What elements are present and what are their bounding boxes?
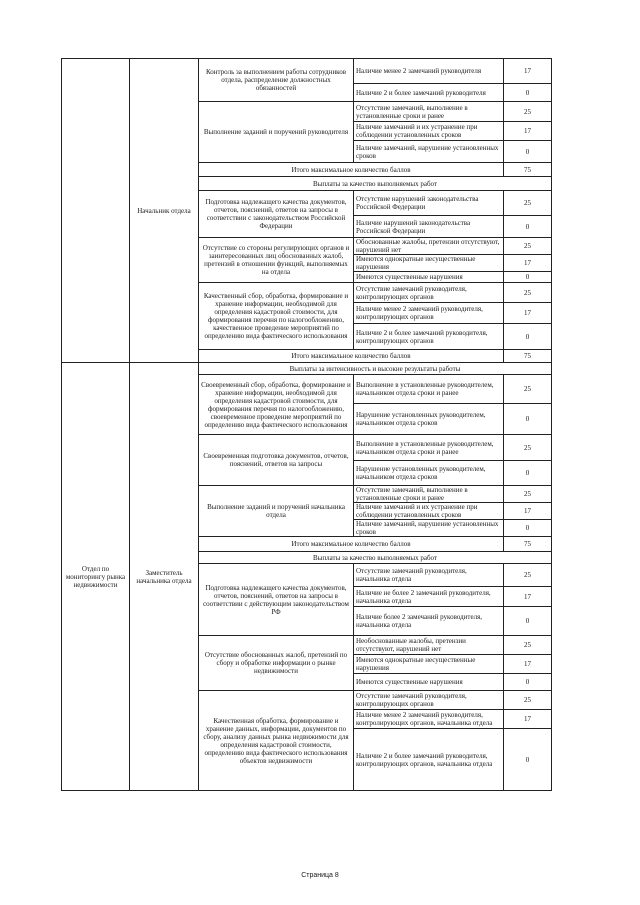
- points-cell: 17: [504, 122, 552, 141]
- criterion-cell: Отсутствие замечаний, выполнение в установленные сроки и ранее: [354, 102, 504, 122]
- criterion-cell: Нарушение установленных руководителем, начальником отдела сроков: [354, 404, 504, 435]
- points-cell: 25: [504, 691, 552, 710]
- indicator-cell: Качественный сбор, обработка, формирование и хранение информации, необходимой для определения кадастровой стоимости, для формирования перечня по налогообложению, качественное проведение мероприятий по определению вида фактического использования: [199, 283, 354, 350]
- total-points: 75: [504, 163, 552, 177]
- criterion-cell: Необоснованные жалобы, претензии отсутствуют, нарушений нет: [354, 636, 504, 655]
- indicator-cell: Подготовка надлежащего качества документов, отчетов, пояснений, ответов на запросы в соответствии с законодательством Российской Федерации: [199, 191, 354, 238]
- indicator-cell: Подготовка надлежащего качества документов, отчетов, пояснений, ответов на запросы в соответствии с действующим законодательством РФ: [199, 564, 354, 636]
- points-cell: 17: [504, 710, 552, 729]
- points-cell: 17: [504, 255, 552, 272]
- criterion-cell: Наличие менее 2 замечаний руководителя, контролирующих органов: [354, 303, 504, 324]
- criterion-cell: Отсутствие замечаний руководителя, контролирующих органов: [354, 283, 504, 303]
- criterion-cell: Выполнение в установленные руководителем, начальником отдела сроки и ранее: [354, 375, 504, 404]
- points-cell: 17: [504, 303, 552, 324]
- criterion-cell: Наличие замечаний и их устранение при соблюдении установленных сроков: [354, 503, 504, 520]
- criteria-table: [61, 58, 552, 791]
- criterion-cell: Наличие замечаний и их устранение при соблюдении установленных сроков: [354, 122, 504, 141]
- points-cell: 0: [504, 674, 552, 691]
- criterion-cell: Наличие не более 2 замечаний руководителя, начальника отдела: [354, 587, 504, 607]
- total-points: 75: [504, 350, 552, 363]
- criterion-cell: Отсутствие нарушений законодательства Российской Федерации: [354, 191, 504, 216]
- section-header: Выплаты за качество выполняемых работ: [199, 552, 552, 564]
- section-row: [62, 363, 552, 375]
- indicator-cell: Отсутствие обоснованных жалоб, претензий по сбору и обработке информации о рынке недвижимости: [199, 636, 354, 691]
- criterion-cell: Наличие 2 и более замечаний руководителя, контролирующих органов, начальника отдела: [354, 729, 504, 791]
- indicator-cell: Выполнение заданий и поручений начальника отдела: [199, 486, 354, 537]
- section-header: Выплаты за качество выполняемых работ: [199, 177, 552, 191]
- indicator-cell: Качественная обработка, формирование и хранение данных, информации, документов по сбору, анализу данных рынка недвижимости для определения кадастровой стоимости, определению вида фактического использования объектов недвижимости: [199, 691, 354, 791]
- section-header: Выплаты за интенсивность и высокие результаты работы: [199, 363, 552, 375]
- criterion-cell: Нарушение установленных руководителем, начальником отдела сроков: [354, 461, 504, 486]
- criterion-cell: Имеются существенные нарушения: [354, 272, 504, 283]
- criterion-cell: Отсутствие замечаний, выполнение в установленные сроки и ранее: [354, 486, 504, 503]
- position-cell: Начальник отдела: [130, 59, 199, 363]
- criterion-cell: Наличие менее 2 замечаний руководителя: [354, 59, 504, 84]
- criterion-cell: Имеются однократные несущественные нарушения: [354, 255, 504, 272]
- total-points: 75: [504, 537, 552, 552]
- total-label: Итого максимальное количество баллов: [199, 537, 504, 552]
- points-cell: 0: [504, 729, 552, 791]
- points-cell: 0: [504, 272, 552, 283]
- department-cell: Отдел по мониторингу рынка недвижимости: [62, 363, 130, 791]
- indicator-cell: Отсутствие со стороны регулирующих органов и заинтересованных лиц обоснованных жалоб, претензий в отношении функций, выполняемых на отдела: [199, 238, 354, 283]
- total-label: Итого максимальное количество баллов: [199, 350, 504, 363]
- criterion-cell: Обоснованные жалобы, претензии отсутствуют, нарушений нет: [354, 238, 504, 255]
- points-cell: 25: [504, 191, 552, 216]
- indicator-cell: Контроль за выполнением работы сотрудников отдела, распределение должностных обязанностей: [199, 59, 354, 102]
- points-cell: 0: [504, 324, 552, 350]
- points-cell: 0: [504, 404, 552, 435]
- criterion-cell: Наличие более 2 замечаний руководителя, начальника отдела: [354, 607, 504, 636]
- indicator-cell: Своевременный сбор, обработка, формирование и хранение информации, необходимой для определения кадастровой стоимости, для формирования перечня по налогообложению, своевременное проведение мероприятий по определению вида фактического использования: [199, 375, 354, 435]
- criterion-cell: Выполнение в установленные руководителем, начальником отдела сроки и ранее: [354, 435, 504, 461]
- criterion-cell: Отсутствие замечаний руководителя, начальника отдела: [354, 564, 504, 587]
- points-cell: 25: [504, 375, 552, 404]
- criterion-cell: Наличие замечаний, нарушение установленных сроков: [354, 141, 504, 163]
- points-cell: 17: [504, 59, 552, 84]
- criterion-cell: Отсутствие замечаний руководителя, контролирующих органов: [354, 691, 504, 710]
- criterion-cell: Наличие 2 и более замечаний руководителя, контролирующих органов: [354, 324, 504, 350]
- criterion-cell: Наличие замечаний, нарушение установленных сроков: [354, 520, 504, 537]
- points-cell: 0: [504, 461, 552, 486]
- criterion-cell: Имеются однократные несущественные нарушения: [354, 655, 504, 674]
- points-cell: 25: [504, 435, 552, 461]
- criterion-cell: Наличие 2 и более замечаний руководителя: [354, 84, 504, 102]
- points-cell: 0: [504, 141, 552, 163]
- criterion-cell: Имеются существенные нарушения: [354, 674, 504, 691]
- department-cell: [62, 59, 130, 363]
- points-cell: 17: [504, 655, 552, 674]
- indicator-cell: Своевременная подготовка документов, отчетов, пояснений, ответов на запросы: [199, 435, 354, 486]
- table-row: [62, 59, 552, 84]
- points-cell: 25: [504, 564, 552, 587]
- points-cell: 25: [504, 238, 552, 255]
- points-cell: 25: [504, 102, 552, 122]
- criterion-cell: Наличие нарушений законодательства Российской Федерации: [354, 216, 504, 238]
- total-label: Итого максимальное количество баллов: [199, 163, 504, 177]
- points-cell: 17: [504, 587, 552, 607]
- points-cell: 25: [504, 486, 552, 503]
- points-cell: 0: [504, 84, 552, 102]
- points-cell: 0: [504, 520, 552, 537]
- points-cell: 25: [504, 636, 552, 655]
- points-cell: 17: [504, 503, 552, 520]
- position-cell: Заместитель начальника отдела: [130, 363, 199, 791]
- points-cell: 0: [504, 216, 552, 238]
- page-number: Страница 8: [301, 872, 339, 879]
- indicator-cell: Выполнение заданий и поручений руководителя: [199, 102, 354, 163]
- points-cell: 25: [504, 283, 552, 303]
- criterion-cell: Наличие менее 2 замечаний руководителя, контролирующих органов, начальника отдела: [354, 710, 504, 729]
- points-cell: 0: [504, 607, 552, 636]
